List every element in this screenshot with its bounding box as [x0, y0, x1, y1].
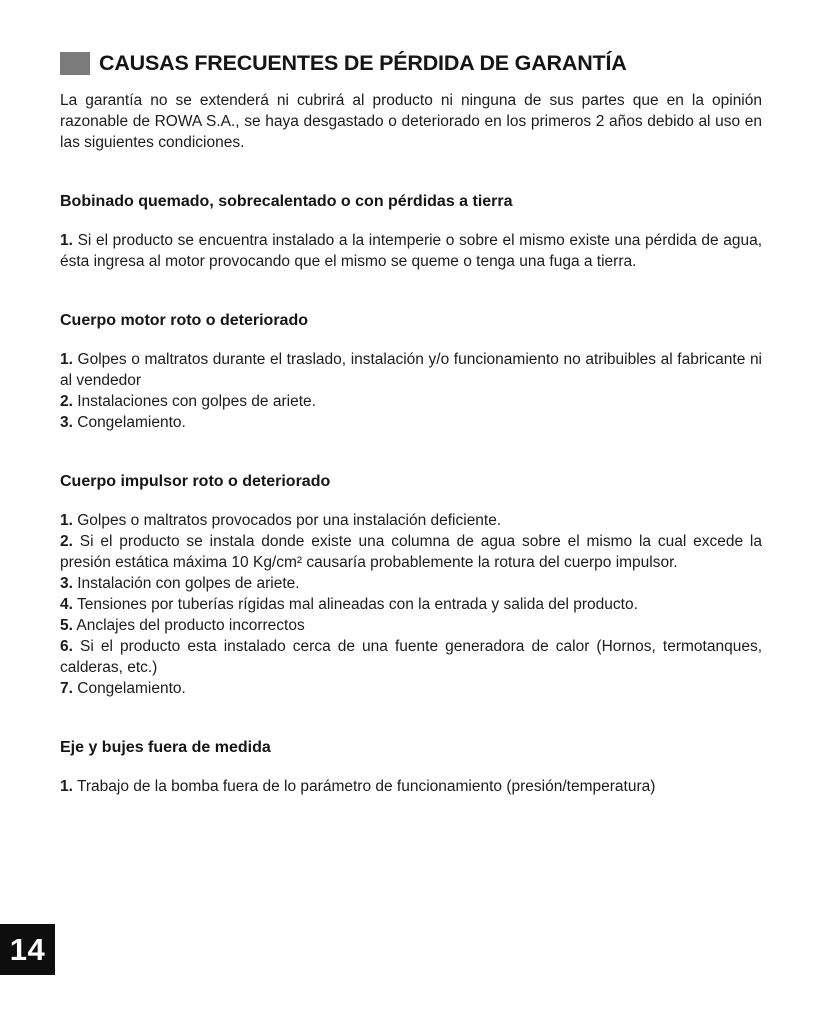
section-heading: Eje y bujes fuera de medida	[60, 739, 271, 756]
item-number: 3.	[60, 575, 73, 592]
section-cuerpo-motor	[60, 310, 762, 433]
list-item	[60, 391, 762, 412]
intro-paragraph: La garantía no se extenderá ni cubrirá al producto ni ninguna de sus partes que en la opinión razonable de ROWA S.A., se haya desgastado o deteriorado en los primeros 2 años debido al uso en las siguientes condiciones.	[60, 92, 762, 151]
page-title: CAUSAS FRECUENTES DE PÉRDIDA DE GARANTÍA	[99, 51, 627, 75]
item-number: 2.	[60, 533, 73, 550]
item-text: Si el producto esta instalado cerca de una fuente generadora de calor (Hornos, termotanques, calderas, etc.)	[60, 638, 762, 676]
list-item	[60, 349, 762, 391]
item-text: Si el producto se encuentra instalado a la intemperie o sobre el mismo existe una pérdida de agua, ésta ingresa al motor provocando que el mismo se queme o tenga una fuga a tierra.	[60, 232, 763, 270]
item-number: 3.	[60, 414, 73, 431]
item-text: Golpes o maltratos durante el traslado, instalación y/o funcionamiento no atribuibles al fabricante ni al vendedor	[60, 351, 763, 389]
title-row	[60, 50, 762, 76]
item-text: Trabajo de la bomba fuera de lo parámetro de funcionamiento (presión/temperatura)	[76, 778, 656, 795]
item-number: 5.	[60, 617, 73, 634]
item-text: Congelamiento.	[77, 414, 186, 431]
section-eje-bujes	[60, 737, 762, 797]
list-item	[60, 776, 762, 797]
section-heading: Cuerpo impulsor roto o deteriorado	[60, 473, 331, 490]
item-number: 7.	[60, 680, 73, 697]
document-page	[60, 50, 762, 797]
item-text: Golpes o maltratos provocados por una instalación deficiente.	[77, 512, 502, 529]
item-text: Si el producto se instala donde existe una columna de agua sobre el mismo la cual excede la presión estática máxima 10 Kg/cm² causaría probablemente la rotura del cuerpo impulsor.	[60, 533, 762, 571]
item-number: 6.	[60, 638, 73, 655]
list-item	[60, 510, 762, 531]
section-heading: Bobinado quemado, sobrecalentado o con pérdidas a tierra	[60, 193, 513, 210]
item-text: Anclajes del producto incorrectos	[76, 617, 305, 634]
item-text: Instalación con golpes de ariete.	[77, 575, 300, 592]
list-item	[60, 230, 762, 272]
section-cuerpo-impulsor	[60, 471, 762, 699]
list-item	[60, 636, 762, 678]
item-number: 1.	[60, 232, 73, 249]
item-number: 1.	[60, 778, 73, 795]
item-number: 1.	[60, 512, 73, 529]
section-bobinado-quemado	[60, 191, 762, 272]
item-text: Instalaciones con golpes de ariete.	[77, 393, 316, 410]
page-number-text: 14	[9, 931, 46, 967]
item-number: 1.	[60, 351, 73, 368]
list-item	[60, 678, 762, 699]
list-item	[60, 412, 762, 433]
list-item	[60, 573, 762, 594]
list-item	[60, 615, 762, 636]
item-number: 2.	[60, 393, 73, 410]
item-text: Congelamiento.	[77, 680, 186, 697]
list-item	[60, 594, 762, 615]
section-marker-icon	[60, 52, 90, 75]
page-number	[0, 924, 55, 975]
item-text: Tensiones por tuberías rígidas mal alineadas con la entrada y salida del producto.	[76, 596, 638, 613]
list-item	[60, 531, 762, 573]
item-number: 4.	[60, 596, 73, 613]
section-heading: Cuerpo motor roto o deteriorado	[60, 312, 308, 329]
